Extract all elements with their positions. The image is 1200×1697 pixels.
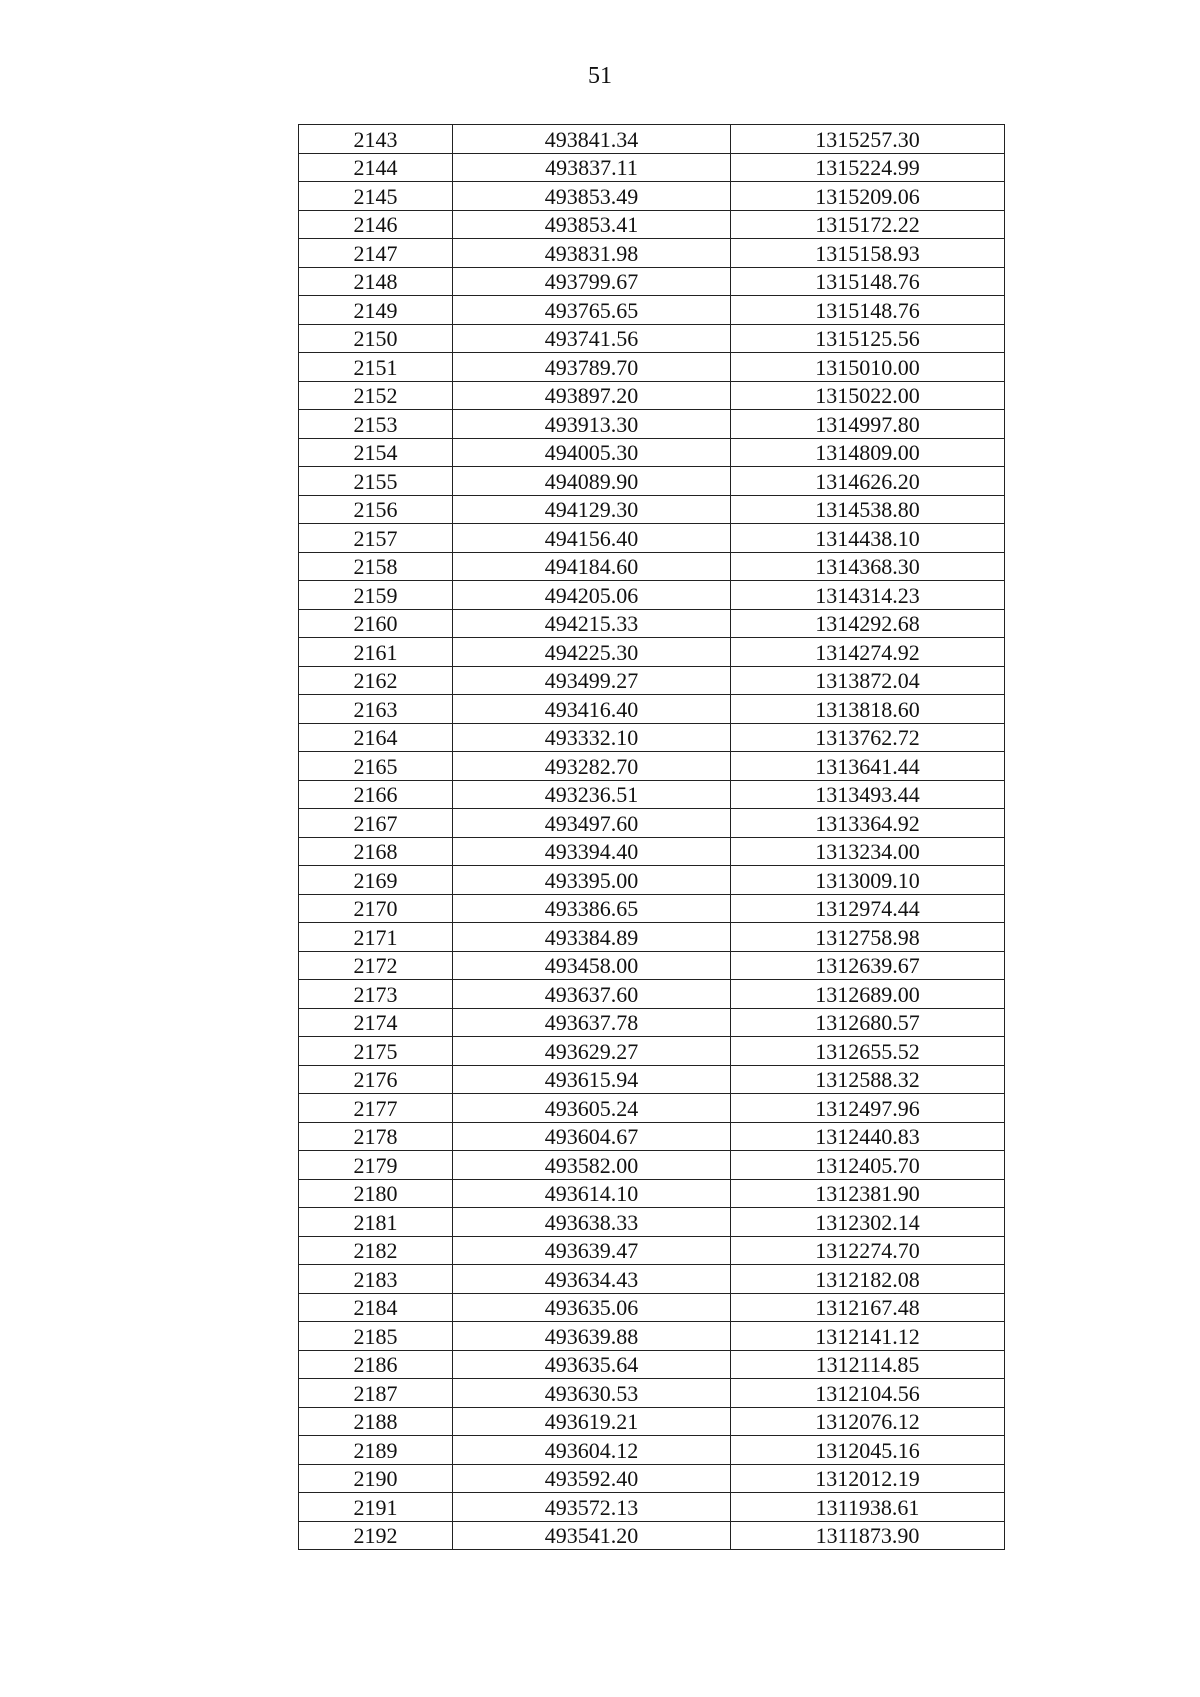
y-coordinate-cell: 1315148.76 [731, 296, 1005, 325]
y-coordinate-cell: 1314997.80 [731, 410, 1005, 439]
table-row [299, 666, 1005, 695]
y-coordinate-cell: 1312167.48 [731, 1293, 1005, 1322]
x-coordinate-cell: 493634.43 [453, 1265, 731, 1294]
x-coordinate-cell: 493395.00 [453, 866, 731, 895]
y-coordinate-cell: 1312012.19 [731, 1464, 1005, 1493]
y-coordinate-cell: 1314538.80 [731, 495, 1005, 524]
x-coordinate-cell: 493458.00 [453, 951, 731, 980]
point-number-cell: 2168 [299, 837, 453, 866]
y-coordinate-cell: 1312440.83 [731, 1122, 1005, 1151]
x-coordinate-cell: 493416.40 [453, 695, 731, 724]
table-row [299, 752, 1005, 781]
x-coordinate-cell: 494184.60 [453, 552, 731, 581]
point-number-cell: 2163 [299, 695, 453, 724]
x-coordinate-cell: 493614.10 [453, 1179, 731, 1208]
point-number-cell: 2153 [299, 410, 453, 439]
table-row [299, 723, 1005, 752]
table-row [299, 609, 1005, 638]
y-coordinate-cell: 1314438.10 [731, 524, 1005, 553]
point-number-cell: 2169 [299, 866, 453, 895]
point-number-cell: 2175 [299, 1037, 453, 1066]
point-number-cell: 2191 [299, 1493, 453, 1522]
point-number-cell: 2186 [299, 1350, 453, 1379]
point-number-cell: 2173 [299, 980, 453, 1009]
x-coordinate-cell: 493789.70 [453, 353, 731, 382]
y-coordinate-cell: 1312114.85 [731, 1350, 1005, 1379]
point-number-cell: 2181 [299, 1208, 453, 1237]
y-coordinate-cell: 1313364.92 [731, 809, 1005, 838]
table-row [299, 837, 1005, 866]
y-coordinate-cell: 1312104.56 [731, 1379, 1005, 1408]
x-coordinate-cell: 493394.40 [453, 837, 731, 866]
table-row [299, 1094, 1005, 1123]
table-row [299, 1151, 1005, 1180]
x-coordinate-cell: 493332.10 [453, 723, 731, 752]
point-number-cell: 2171 [299, 923, 453, 952]
x-coordinate-cell: 493638.33 [453, 1208, 731, 1237]
y-coordinate-cell: 1312381.90 [731, 1179, 1005, 1208]
x-coordinate-cell: 493282.70 [453, 752, 731, 781]
y-coordinate-cell: 1315257.30 [731, 125, 1005, 154]
coordinates-table-body [299, 125, 1005, 1550]
point-number-cell: 2143 [299, 125, 453, 154]
y-coordinate-cell: 1312405.70 [731, 1151, 1005, 1180]
point-number-cell: 2148 [299, 267, 453, 296]
table-row [299, 1493, 1005, 1522]
table-row [299, 780, 1005, 809]
table-row [299, 809, 1005, 838]
point-number-cell: 2167 [299, 809, 453, 838]
point-number-cell: 2176 [299, 1065, 453, 1094]
y-coordinate-cell: 1312974.44 [731, 894, 1005, 923]
y-coordinate-cell: 1314274.92 [731, 638, 1005, 667]
x-coordinate-cell: 493582.00 [453, 1151, 731, 1180]
point-number-cell: 2159 [299, 581, 453, 610]
table-row [299, 210, 1005, 239]
table-row [299, 495, 1005, 524]
point-number-cell: 2147 [299, 239, 453, 268]
y-coordinate-cell: 1312689.00 [731, 980, 1005, 1009]
x-coordinate-cell: 493499.27 [453, 666, 731, 695]
x-coordinate-cell: 493913.30 [453, 410, 731, 439]
y-coordinate-cell: 1315224.99 [731, 153, 1005, 182]
x-coordinate-cell: 493605.24 [453, 1094, 731, 1123]
table-row [299, 1293, 1005, 1322]
table-row [299, 1208, 1005, 1237]
table-row [299, 438, 1005, 467]
y-coordinate-cell: 1312141.12 [731, 1322, 1005, 1351]
x-coordinate-cell: 493853.49 [453, 182, 731, 211]
table-row [299, 182, 1005, 211]
point-number-cell: 2192 [299, 1521, 453, 1550]
y-coordinate-cell: 1312302.14 [731, 1208, 1005, 1237]
y-coordinate-cell: 1312076.12 [731, 1407, 1005, 1436]
table-row [299, 581, 1005, 610]
y-coordinate-cell: 1315148.76 [731, 267, 1005, 296]
point-number-cell: 2164 [299, 723, 453, 752]
table-row [299, 381, 1005, 410]
table-row [299, 1350, 1005, 1379]
point-number-cell: 2144 [299, 153, 453, 182]
x-coordinate-cell: 493637.60 [453, 980, 731, 1009]
point-number-cell: 2149 [299, 296, 453, 325]
table-row [299, 296, 1005, 325]
point-number-cell: 2178 [299, 1122, 453, 1151]
table-row [299, 1379, 1005, 1408]
y-coordinate-cell: 1313493.44 [731, 780, 1005, 809]
x-coordinate-cell: 493837.11 [453, 153, 731, 182]
x-coordinate-cell: 493629.27 [453, 1037, 731, 1066]
x-coordinate-cell: 493236.51 [453, 780, 731, 809]
table-row [299, 1179, 1005, 1208]
table-row [299, 1464, 1005, 1493]
table-row [299, 1236, 1005, 1265]
table-row [299, 951, 1005, 980]
table-row [299, 1407, 1005, 1436]
x-coordinate-cell: 493841.34 [453, 125, 731, 154]
table-row [299, 524, 1005, 553]
x-coordinate-cell: 493741.56 [453, 324, 731, 353]
x-coordinate-cell: 494129.30 [453, 495, 731, 524]
y-coordinate-cell: 1312588.32 [731, 1065, 1005, 1094]
table-row [299, 153, 1005, 182]
point-number-cell: 2146 [299, 210, 453, 239]
table-row [299, 923, 1005, 952]
table-row [299, 866, 1005, 895]
point-number-cell: 2158 [299, 552, 453, 581]
point-number-cell: 2183 [299, 1265, 453, 1294]
point-number-cell: 2152 [299, 381, 453, 410]
x-coordinate-cell: 493615.94 [453, 1065, 731, 1094]
y-coordinate-cell: 1314368.30 [731, 552, 1005, 581]
point-number-cell: 2179 [299, 1151, 453, 1180]
y-coordinate-cell: 1312655.52 [731, 1037, 1005, 1066]
table-row [299, 410, 1005, 439]
table-row [299, 467, 1005, 496]
point-number-cell: 2150 [299, 324, 453, 353]
point-number-cell: 2177 [299, 1094, 453, 1123]
x-coordinate-cell: 494215.33 [453, 609, 731, 638]
x-coordinate-cell: 494205.06 [453, 581, 731, 610]
table-row [299, 1065, 1005, 1094]
table-row [299, 324, 1005, 353]
point-number-cell: 2182 [299, 1236, 453, 1265]
x-coordinate-cell: 493639.88 [453, 1322, 731, 1351]
x-coordinate-cell: 493497.60 [453, 809, 731, 838]
point-number-cell: 2185 [299, 1322, 453, 1351]
x-coordinate-cell: 493604.12 [453, 1436, 731, 1465]
table-row [299, 980, 1005, 1009]
point-number-cell: 2160 [299, 609, 453, 638]
x-coordinate-cell: 493541.20 [453, 1521, 731, 1550]
x-coordinate-cell: 493572.13 [453, 1493, 731, 1522]
page-number: 51 [588, 63, 612, 89]
point-number-cell: 2166 [299, 780, 453, 809]
x-coordinate-cell: 494005.30 [453, 438, 731, 467]
point-number-cell: 2154 [299, 438, 453, 467]
x-coordinate-cell: 493635.64 [453, 1350, 731, 1379]
x-coordinate-cell: 493384.89 [453, 923, 731, 952]
table-row [299, 125, 1005, 154]
y-coordinate-cell: 1312639.67 [731, 951, 1005, 980]
x-coordinate-cell: 493799.67 [453, 267, 731, 296]
point-number-cell: 2157 [299, 524, 453, 553]
table-row [299, 267, 1005, 296]
y-coordinate-cell: 1313762.72 [731, 723, 1005, 752]
table-row [299, 1322, 1005, 1351]
y-coordinate-cell: 1313234.00 [731, 837, 1005, 866]
coordinates-table [298, 124, 1005, 1550]
point-number-cell: 2184 [299, 1293, 453, 1322]
point-number-cell: 2162 [299, 666, 453, 695]
point-number-cell: 2156 [299, 495, 453, 524]
y-coordinate-cell: 1315125.56 [731, 324, 1005, 353]
y-coordinate-cell: 1312045.16 [731, 1436, 1005, 1465]
point-number-cell: 2189 [299, 1436, 453, 1465]
x-coordinate-cell: 493637.78 [453, 1008, 731, 1037]
table-row [299, 695, 1005, 724]
x-coordinate-cell: 493592.40 [453, 1464, 731, 1493]
y-coordinate-cell: 1312182.08 [731, 1265, 1005, 1294]
y-coordinate-cell: 1312758.98 [731, 923, 1005, 952]
point-number-cell: 2170 [299, 894, 453, 923]
x-coordinate-cell: 494225.30 [453, 638, 731, 667]
point-number-cell: 2155 [299, 467, 453, 496]
x-coordinate-cell: 493831.98 [453, 239, 731, 268]
point-number-cell: 2161 [299, 638, 453, 667]
y-coordinate-cell: 1314314.23 [731, 581, 1005, 610]
table-row [299, 638, 1005, 667]
x-coordinate-cell: 493639.47 [453, 1236, 731, 1265]
x-coordinate-cell: 493619.21 [453, 1407, 731, 1436]
y-coordinate-cell: 1315010.00 [731, 353, 1005, 382]
point-number-cell: 2180 [299, 1179, 453, 1208]
point-number-cell: 2188 [299, 1407, 453, 1436]
point-number-cell: 2151 [299, 353, 453, 382]
table-row [299, 1521, 1005, 1550]
x-coordinate-cell: 493853.41 [453, 210, 731, 239]
point-number-cell: 2172 [299, 951, 453, 980]
y-coordinate-cell: 1313872.04 [731, 666, 1005, 695]
table-row [299, 1008, 1005, 1037]
table-row [299, 1436, 1005, 1465]
table-row [299, 894, 1005, 923]
y-coordinate-cell: 1313818.60 [731, 695, 1005, 724]
point-number-cell: 2190 [299, 1464, 453, 1493]
y-coordinate-cell: 1313641.44 [731, 752, 1005, 781]
table-row [299, 552, 1005, 581]
point-number-cell: 2187 [299, 1379, 453, 1408]
x-coordinate-cell: 493386.65 [453, 894, 731, 923]
x-coordinate-cell: 493635.06 [453, 1293, 731, 1322]
y-coordinate-cell: 1312274.70 [731, 1236, 1005, 1265]
table-row [299, 353, 1005, 382]
x-coordinate-cell: 494089.90 [453, 467, 731, 496]
y-coordinate-cell: 1315158.93 [731, 239, 1005, 268]
table-row [299, 1037, 1005, 1066]
point-number-cell: 2174 [299, 1008, 453, 1037]
table-row [299, 239, 1005, 268]
x-coordinate-cell: 493765.65 [453, 296, 731, 325]
y-coordinate-cell: 1315022.00 [731, 381, 1005, 410]
point-number-cell: 2165 [299, 752, 453, 781]
x-coordinate-cell: 494156.40 [453, 524, 731, 553]
y-coordinate-cell: 1312497.96 [731, 1094, 1005, 1123]
y-coordinate-cell: 1312680.57 [731, 1008, 1005, 1037]
y-coordinate-cell: 1314292.68 [731, 609, 1005, 638]
x-coordinate-cell: 493897.20 [453, 381, 731, 410]
y-coordinate-cell: 1314626.20 [731, 467, 1005, 496]
y-coordinate-cell: 1311873.90 [731, 1521, 1005, 1550]
y-coordinate-cell: 1315172.22 [731, 210, 1005, 239]
y-coordinate-cell: 1315209.06 [731, 182, 1005, 211]
x-coordinate-cell: 493630.53 [453, 1379, 731, 1408]
y-coordinate-cell: 1313009.10 [731, 866, 1005, 895]
table-row [299, 1265, 1005, 1294]
y-coordinate-cell: 1311938.61 [731, 1493, 1005, 1522]
point-number-cell: 2145 [299, 182, 453, 211]
x-coordinate-cell: 493604.67 [453, 1122, 731, 1151]
table-row [299, 1122, 1005, 1151]
y-coordinate-cell: 1314809.00 [731, 438, 1005, 467]
